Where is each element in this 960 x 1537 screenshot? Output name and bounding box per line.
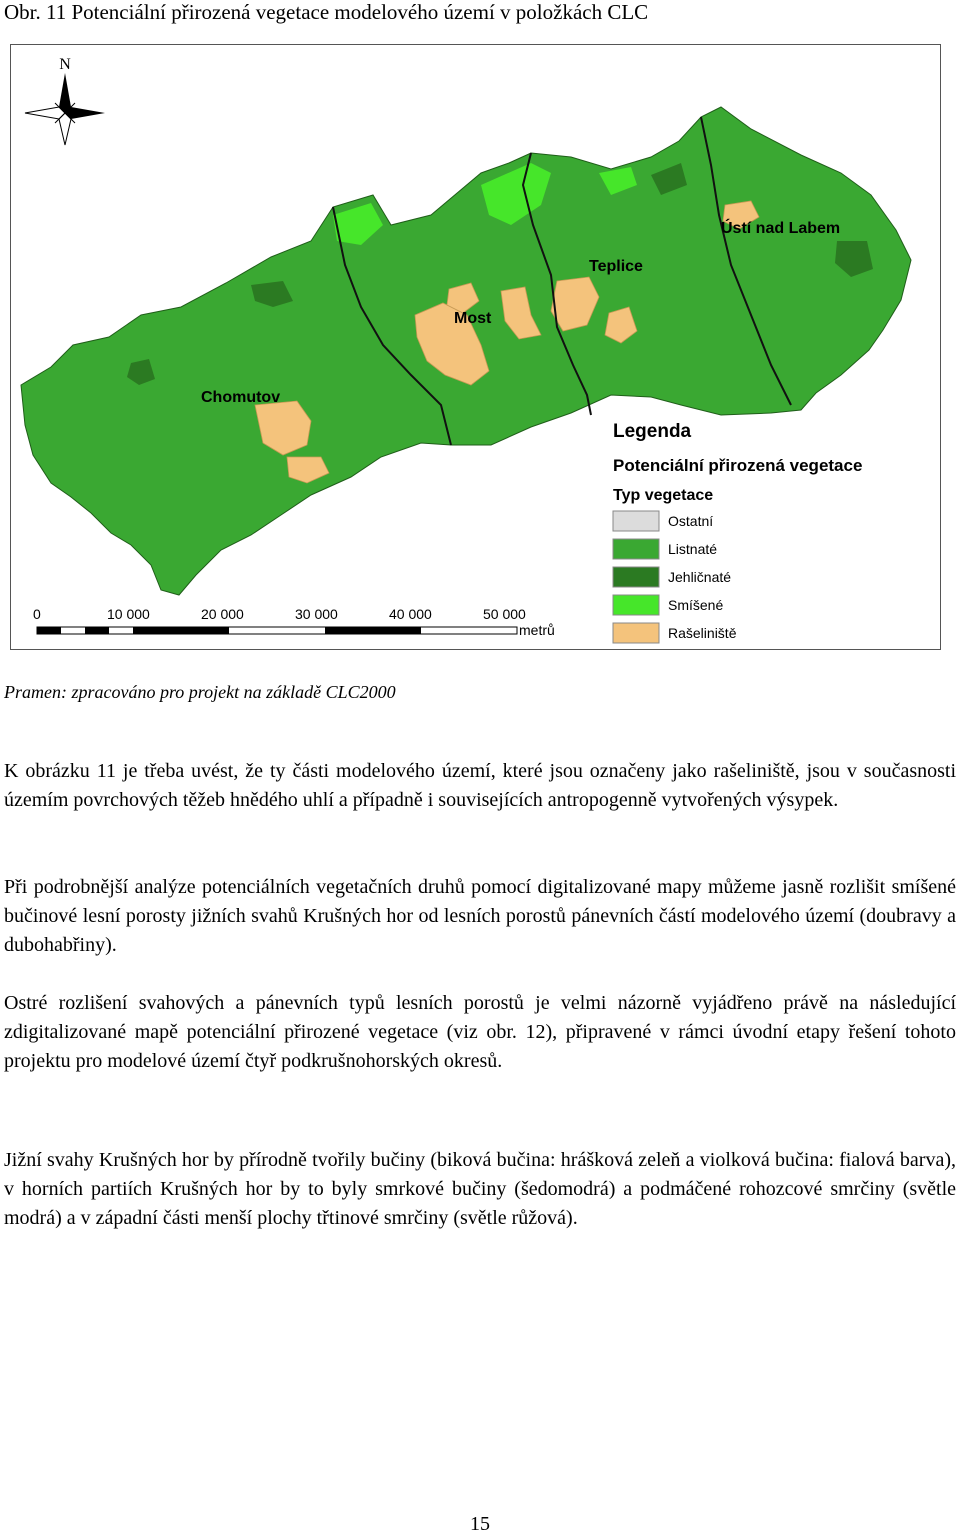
svg-text:0: 0 (33, 606, 41, 622)
legend-subtitle: Potenciální přirozená vegetace (613, 456, 863, 475)
legend-swatch-deciduous (613, 539, 659, 559)
page-number: 15 (470, 1513, 490, 1535)
legend-swatch-conifer (613, 567, 659, 587)
legend-swatch-other (613, 511, 659, 531)
legend-swatch-mixed (613, 595, 659, 615)
city-label-most: Most (454, 310, 492, 327)
legend-label-other: Ostatní (668, 513, 714, 529)
paragraph: Jižní svahy Krušných hor by přírodně tvořily bučiny (biková bučina: hrášková zeleň a violková bučina: fialová barva), v horních partiích Krušných hor by to byly smrkové bučiny (šedomodrá) a podmáčené rohozcové smrčiny (světle modrá) a v západní části menší plochy třtinové smrčiny (světle růžová). (4, 1149, 956, 1229)
svg-text:20 000: 20 000 (201, 606, 244, 622)
legend-type-label: Typ vegetace (613, 487, 714, 504)
city-label-chomutov: Chomutov (201, 389, 281, 406)
legend-title: Legenda (613, 421, 692, 442)
figure-caption: Obr. 11 Potenciální přirozená vegetace modelového území v položkách CLC (4, 0, 649, 24)
paragraph: Při podrobnější analýze potenciálních vegetačních druhů pomocí digitalizované mapy můžeme jasně rozlišit smíšené bučinové lesní porosty jižních svahů Krušných hor od lesních porostů pánevních částí modelového území (doubravy a dubohabřiny). (4, 876, 956, 956)
paragraph: Ostré rozlišení svahových a pánevních typů lesních porostů je velmi názorně vyjádřeno právě na následující zdigitalizované mapě potenciální přirozené vegetace (viz obr. 12), připravené v rámci úvodní etapy řešení tohoto projektu pro modelové území čtyř podkrušnohorských okresů. (4, 992, 956, 1072)
svg-text:30 000: 30 000 (295, 606, 338, 622)
figure-source: Pramen: zpracováno pro projekt na základě CLC2000 (4, 682, 396, 702)
city-label-usti: Ústí nad Labem (721, 220, 841, 237)
svg-text:10 000: 10 000 (107, 606, 150, 622)
scale-bar (33, 606, 555, 638)
legend-label-deciduous: Listnaté (668, 541, 718, 557)
vegetation-map (10, 44, 941, 650)
city-label-teplice: Teplice (589, 258, 643, 275)
legend-label-peatland: Rašeliniště (668, 625, 737, 641)
svg-text:40 000: 40 000 (389, 606, 432, 622)
map-legend (613, 421, 862, 643)
legend-swatch-peatland (613, 623, 659, 643)
paragraph: K obrázku 11 je třeba uvést, že ty části modelového území, které jsou označeny jako rašeliniště, jsou v současnosti územím povrchových těžeb hnědého uhlí a případně i souvisejících antropogenně vytvořených výsypek. (4, 760, 956, 811)
legend-label-mixed: Smíšené (668, 597, 724, 613)
svg-text:50 000: 50 000 (483, 606, 526, 622)
north-arrow-icon (25, 56, 105, 145)
legend-label-conifer: Jehličnaté (668, 569, 732, 585)
svg-text:N: N (59, 56, 71, 73)
svg-text:metrů: metrů (519, 622, 555, 638)
